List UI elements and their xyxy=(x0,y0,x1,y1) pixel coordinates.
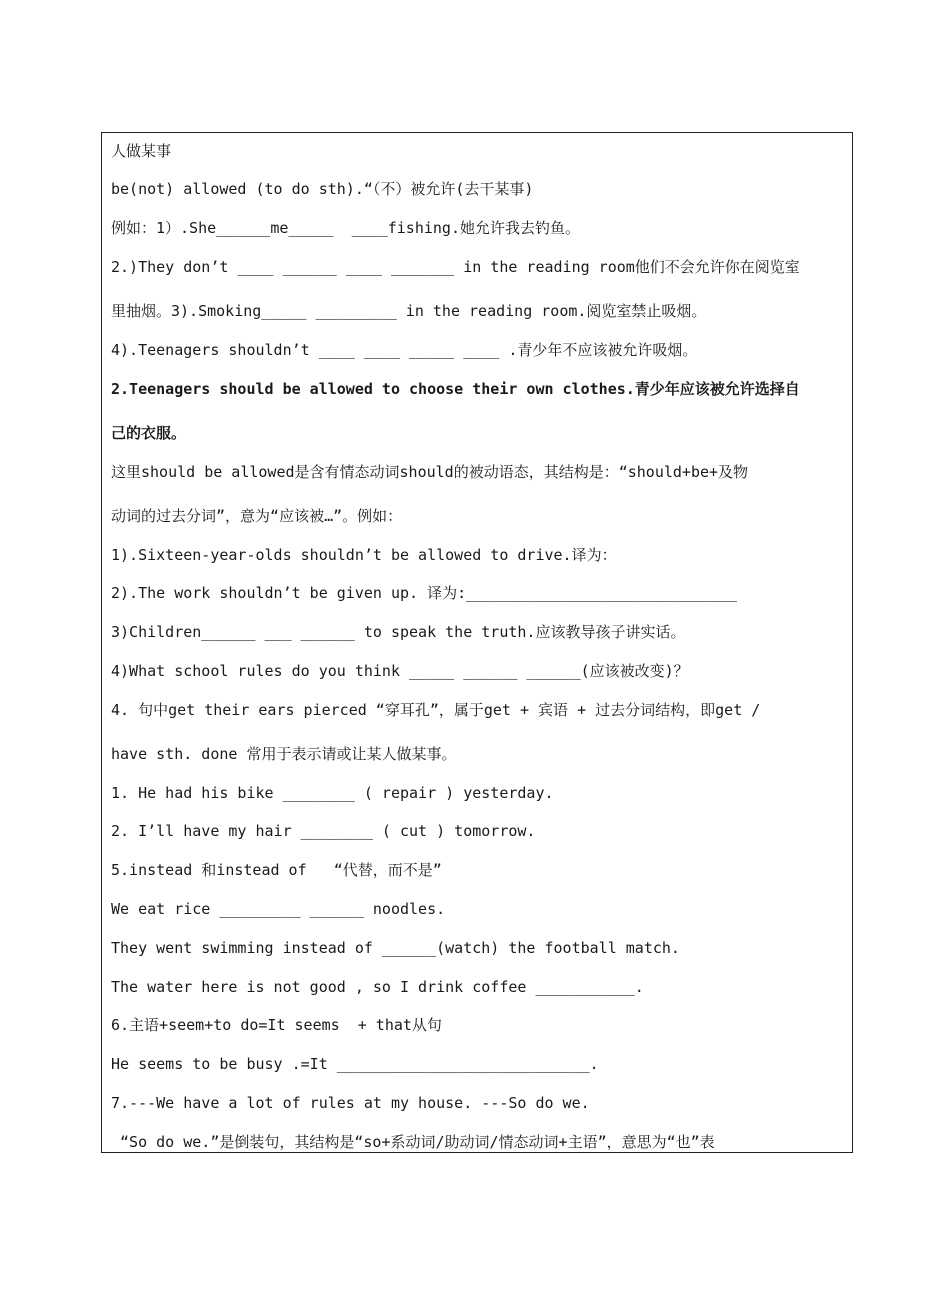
heading-2: 2.Teenagers should be allowed to choose their own clothes.青少年应该被允许选择自 xyxy=(111,380,800,398)
heading-2-cont: 己的衣服。 xyxy=(111,424,187,442)
text-line-21: They went swimming instead of ______(watch) the football match. xyxy=(111,939,680,957)
text-line-6: 4).Teenagers shouldn’t ____ ____ _____ ____ .青少年不应该被允许吸烟。 xyxy=(111,341,698,359)
text-line-23: 6.主语+seem+to do=It seems + that从句 xyxy=(111,1016,442,1034)
content-box xyxy=(101,132,853,1153)
text-line-22: The water here is not good , so I drink coffee ___________. xyxy=(111,978,644,996)
text-line-17: 1. He had his bike ________ ( repair ) yesterday. xyxy=(111,784,554,802)
text-line-16: have sth. done 常用于表示请或让某人做某事。 xyxy=(111,745,457,763)
text-line-15: 4. 句中get their ears pierced “穿耳孔”，属于get + 宾语 + 过去分词结构，即get / xyxy=(111,701,761,719)
text-line-9: 这里should be allowed是含有情态动词should的被动语态，其结构是：“should+be+及物 xyxy=(111,463,749,481)
text-line-18: 2. I’ll have my hair ________ ( cut ) tomorrow. xyxy=(111,822,536,840)
text-line-20: We eat rice _________ ______ noodles. xyxy=(111,900,446,918)
text-line-24: He seems to be busy .=It ____________________________. xyxy=(111,1055,599,1073)
text-line-13: 3)Children______ ___ ______ to speak the truth.应该教导孩子讲实话。 xyxy=(111,623,686,641)
text-line-25: 7.---We have a lot of rules at my house. ---So do we. xyxy=(111,1094,590,1112)
text-line-14: 4)What school rules do you think _____ ______ ______(应该被改变)？ xyxy=(111,662,689,680)
text-line-2: be(not) allowed (to do sth).“（不）被允许(去干某事) xyxy=(111,180,534,198)
text-line-11: 1).Sixteen-year-olds shouldn’t be allowed to drive.译为： xyxy=(111,546,617,564)
text-line-3: 例如：1）.She______me_____ ____fishing.她允许我去钓鱼。 xyxy=(111,219,580,237)
text-line-4: 2.)They don’t ____ ______ ____ _______ in the reading room他们不会允许你在阅览室 xyxy=(111,258,800,276)
text-line-1: 人做某事 xyxy=(111,142,172,160)
text-line-12: 2).The work shouldn’t be given up. 译为:______________________________ xyxy=(111,584,738,602)
text-line-10: 动词的过去分词”，意为“应该被…”。例如： xyxy=(111,507,403,525)
text-line-5: 里抽烟。3).Smoking_____ _________ in the reading room.阅览室禁止吸烟。 xyxy=(111,302,707,320)
text-line-26: “So do we.”是倒装句，其结构是“so+系动词/助动词/情态动词+主语”，意思为“也”表 xyxy=(111,1133,715,1151)
text-line-19: 5.instead 和instead of “代替，而不是” xyxy=(111,861,442,879)
